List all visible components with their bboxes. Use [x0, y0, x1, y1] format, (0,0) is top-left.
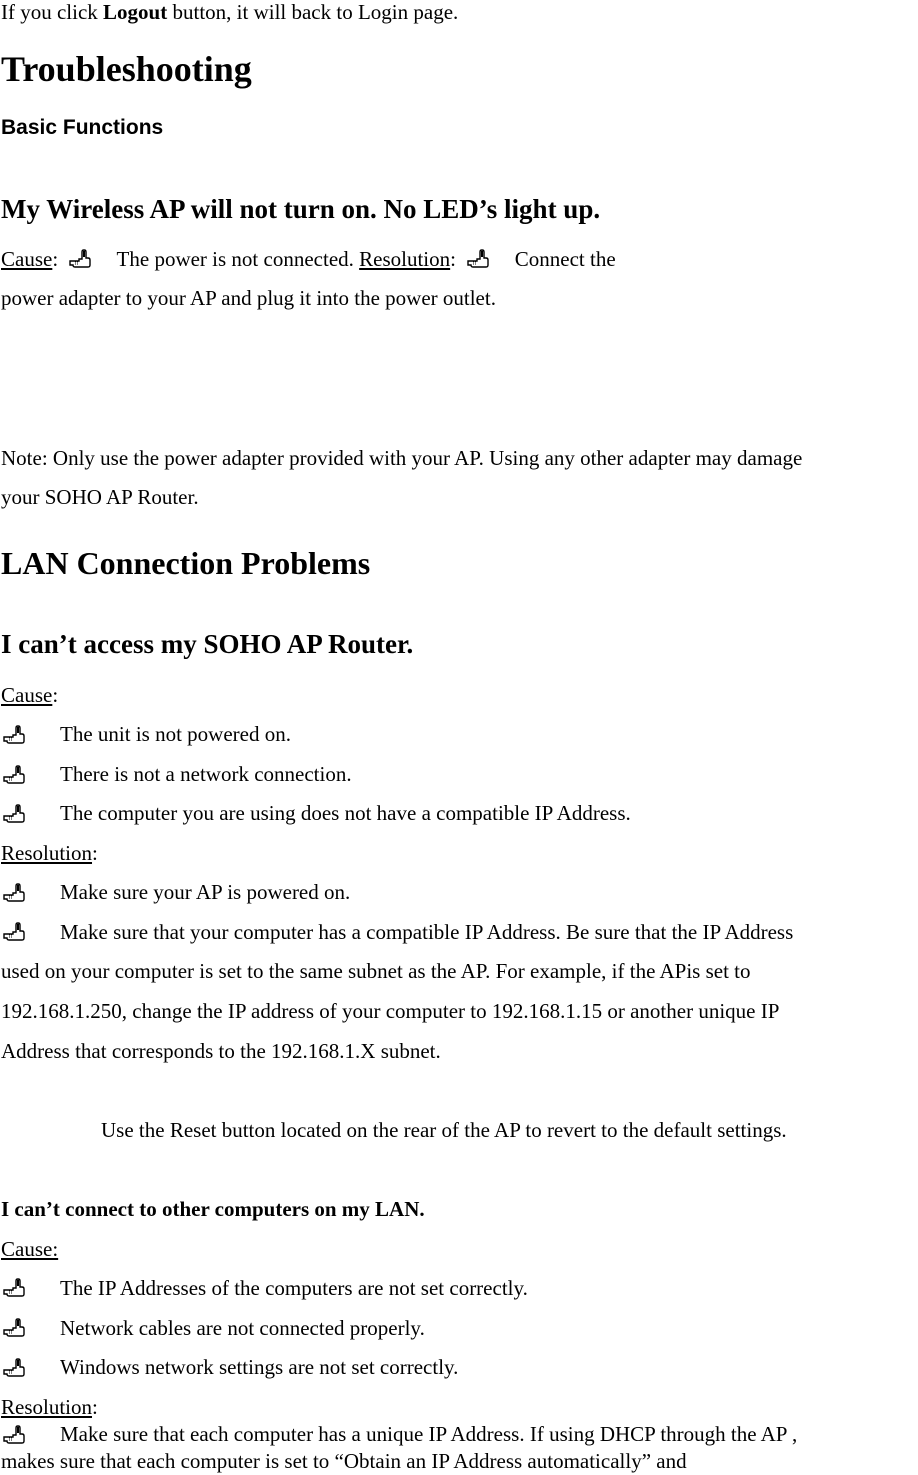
logout-keyword: Logout: [103, 0, 168, 24]
resolution-label: Resolution: [359, 247, 451, 271]
power-note-line1: Note: Only use the power adapter provided with your AP. Using any other adapter may damage: [1, 446, 803, 470]
pointing-hand-icon: [3, 882, 25, 902]
connect-heading: I can’t connect to other computers on my LAN.: [1, 1197, 425, 1221]
access-cause-label: Cause:: [1, 683, 59, 707]
connect-resolution-label: Resolution:: [1, 1395, 98, 1419]
basic-functions-heading: Basic Functions: [1, 116, 164, 139]
intro-text: If you click Logout button, it will back to Login page.: [1, 0, 459, 24]
pointing-hand-icon: [3, 1357, 25, 1377]
connect-cause-label: Cause:: [1, 1237, 59, 1261]
list-item: There is not a network connection.: [60, 762, 352, 786]
pointing-hand-icon: [3, 921, 25, 941]
list-item: Network cables are not connected properly.: [60, 1316, 425, 1340]
list-item: Make sure that each computer has a unique IP Address. If using DHCP through the AP ,: [60, 1422, 798, 1446]
pointing-hand-icon: [467, 248, 489, 268]
list-item: Windows network settings are not set correctly.: [60, 1355, 459, 1379]
list-item: Make sure your AP is powered on.: [60, 880, 351, 904]
pointing-hand-icon: [3, 1424, 25, 1444]
page-title: Troubleshooting: [1, 49, 252, 89]
access-resolution-cont-1: used on your computer is set to the same subnet as the AP. For example, if the APis set to: [1, 959, 751, 983]
access-resolution-label: Resolution:: [1, 841, 98, 865]
cause-label: Cause: [1, 247, 53, 271]
power-cause-line: Cause: The power is not connected. Resolution: Connect the: [1, 247, 616, 271]
power-note-line2: your SOHO AP Router.: [1, 485, 199, 509]
list-item: The IP Addresses of the computers are not set correctly.: [60, 1276, 528, 1300]
cause-text: The power is not connected.: [116, 247, 354, 271]
access-resolution-cont-3: Address that corresponds to the 192.168.1.X subnet.: [1, 1039, 441, 1063]
list-item: The computer you are using does not have a compatible IP Address.: [60, 801, 631, 825]
list-item: The unit is not powered on.: [60, 722, 291, 746]
connect-resolution-cont: makes sure that each computer is set to “Obtain an IP Address automatically” and: [1, 1449, 687, 1473]
list-item: Make sure that your computer has a compatible IP Address. Be sure that the IP Address: [60, 920, 794, 944]
pointing-hand-icon: [3, 1277, 25, 1297]
pointing-hand-icon: [3, 764, 25, 784]
power-heading: My Wireless AP will not turn on. No LED’s light up.: [1, 194, 601, 224]
pointing-hand-icon: [69, 248, 91, 268]
pointing-hand-icon: [3, 1317, 25, 1337]
access-resolution-cont-2: 192.168.1.250, change the IP address of your computer to 192.168.1.15 or another unique IP: [1, 999, 780, 1023]
resolution-text: Connect the: [514, 247, 616, 271]
lan-heading: LAN Connection Problems: [1, 545, 371, 581]
power-resolution-cont: power adapter to your AP and plug it into the power outlet.: [1, 286, 496, 310]
pointing-hand-icon: [3, 724, 25, 744]
access-heading: I can’t access my SOHO AP Router.: [1, 629, 414, 659]
reset-instruction: Use the Reset button located on the rear of the AP to revert to the default settings.: [101, 1118, 787, 1142]
pointing-hand-icon: [3, 803, 25, 823]
